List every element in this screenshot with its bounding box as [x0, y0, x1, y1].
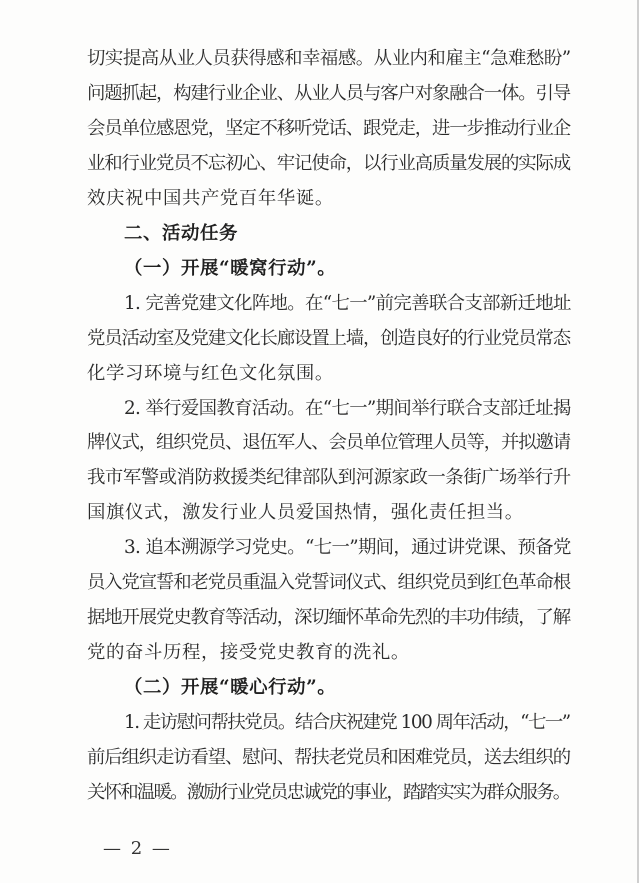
- section-heading: （二）开展“暖心行动”。: [124, 677, 337, 699]
- text-line: 国旗仪式，激发行业人员爱国热情，强化责任担当。: [87, 502, 524, 524]
- text-line: 问题抓起，构建行业企业、从业人员与客户对象融合一体。引导: [87, 82, 570, 104]
- text-line: 党员活动室及党建文化长廊设置上墙，创造良好的行业党员常态: [87, 327, 570, 349]
- page-number: — 2 —: [103, 838, 172, 859]
- text-line: 1. 走访慰问帮扶党员。结合庆祝建党 100 周年活动，“七一”: [124, 712, 570, 734]
- text-line: 业和行业党员不忘初心、牢记使命，以行业高质量发展的实际成: [87, 152, 570, 174]
- text-line: 据地开展党史教育等活动，深切缅怀革命先烈的丰功伟绩，了解: [87, 607, 570, 629]
- section-heading: （一）开展“暖窝行动”。: [124, 257, 337, 279]
- text-line: 1. 完善党建文化阵地。在“七一”前完善联合支部新迁地址: [124, 292, 571, 314]
- text-line: 3. 追本溯源学习党史。“七一”期间，通过讲党课、预备党: [124, 537, 571, 559]
- text-line: 前后组织走访看望、慰问、帮扶老党员和困难党员，送去组织的: [87, 747, 570, 769]
- text-line: 关怀和温暖。激励行业党员忠诚党的事业，踏踏实实为群众服务。: [87, 782, 570, 803]
- text-line: 员入党宣誓和老党员重温入党誓词仪式、组织党员到红色革命根: [87, 572, 570, 594]
- text-line: 党的奋斗历程，接受党史教育的洗礼。: [87, 642, 410, 664]
- text-line: 牌仪式，组织党员、退伍军人、会员单位管理人员等，并拟邀请: [87, 432, 570, 454]
- text-line: 我市军警或消防救援类纪律部队到河源家政一条街广场举行升: [87, 467, 571, 489]
- text-line: 效庆祝中国共产党百年华诞。: [87, 187, 334, 209]
- text-line: 切实提高从业人员获得感和幸福感。从业内和雇主“急难愁盼”: [87, 48, 571, 69]
- text-line: 化学习环境与红色文化氛围。: [87, 362, 334, 384]
- text-line: 会员单位感恩党，坚定不移听党话、跟党走，进一步推动行业企: [87, 117, 570, 139]
- text-line: 2. 举行爱国教育活动。在“七一”期间举行联合支部迁址揭: [124, 397, 571, 419]
- section-heading: 二、活动任务: [124, 222, 238, 244]
